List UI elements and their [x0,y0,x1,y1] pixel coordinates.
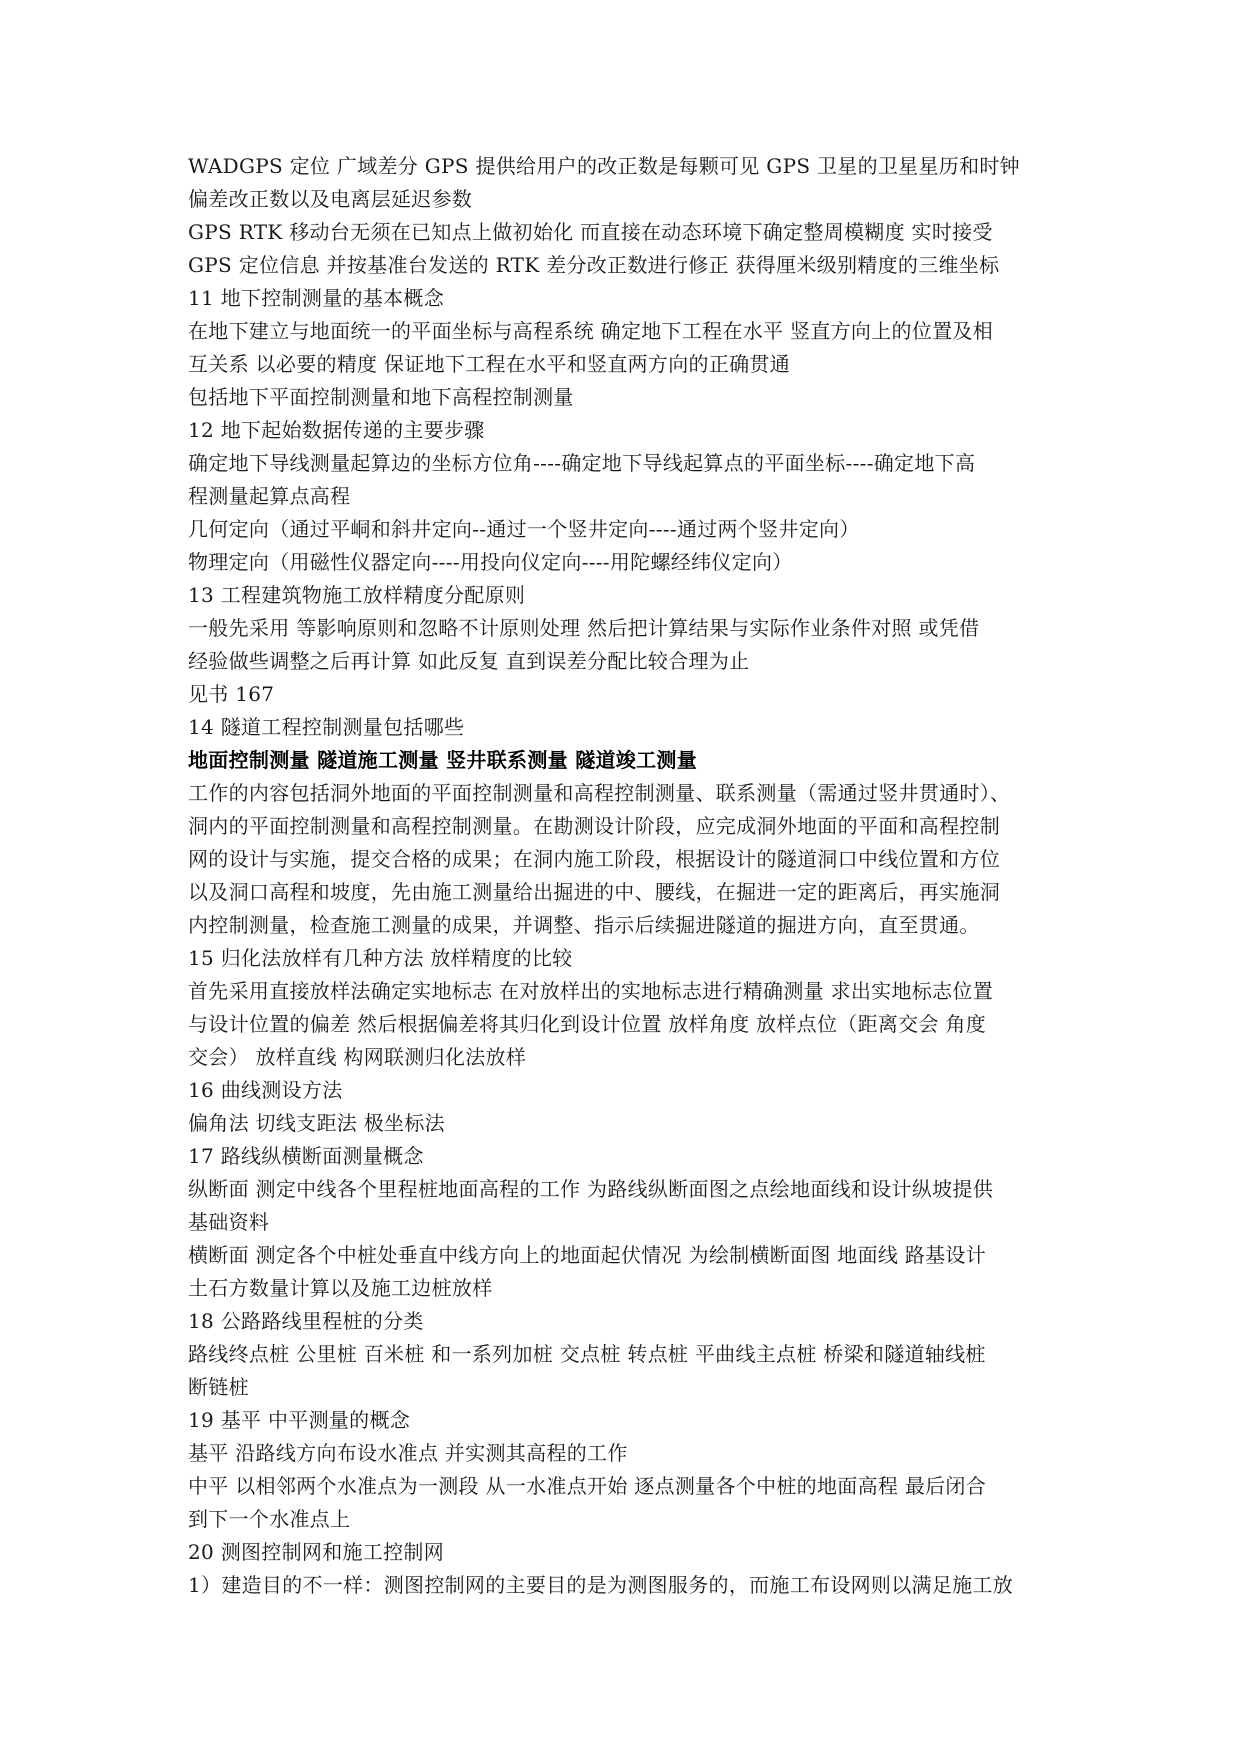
text-line: 横断面 测定各个中桩处垂直中线方向上的地面起伏情况 为绘制横断面图 地面线 路基设计 [188,1243,987,1267]
text-line: GPS RTK 移动台无须在已知点上做初始化 而直接在动态环境下确定整周模糊度 实时接受 [188,220,993,244]
section-heading: 12 地下起始数据传递的主要步骤 [188,418,485,442]
text-line: 洞内的平面控制测量和高程控制测量。在勘测设计阶段，应完成洞外地面的平面和高程控制 [188,814,1000,838]
document-body [188,150,1068,1602]
text-line: 基础资料 [188,1210,270,1234]
text-line: 在地下建立与地面统一的平面坐标与高程系统 确定地下工程在水平 竖直方向上的位置及相 [188,319,994,343]
text-line: 经验做些调整之后再计算 如此反复 直到误差分配比较合理为止 [188,649,750,673]
text-line: 网的设计与实施，提交合格的成果；在洞内施工阶段，根据设计的隧道洞口中线位置和方位 [188,847,1000,871]
text-line: 交会） 放样直线 构网联测归化法放样 [188,1045,527,1069]
text-line: 物理定向（用磁性仪器定向----用投向仪定向----用陀螺经纬仪定向） [188,550,793,574]
text-line: 与设计位置的偏差 然后根据偏差将其归化到设计位置 放样角度 放样点位（距离交会 角度 [188,1012,987,1036]
text-line: 断链桩 [188,1375,249,1399]
text-line: 见书 167 [188,682,275,706]
text-line: 首先采用直接放样法确定实地标志 在对放样出的实地标志进行精确测量 求出实地标志位置 [188,979,994,1003]
text-line: 互关系 以必要的精度 保证地下工程在水平和竖直两方向的正确贯通 [188,352,791,376]
text-line: 一般先采用 等影响原则和忽略不计原则处理 然后把计算结果与实际作业条件对照 或凭借 [188,616,980,640]
text-line: 以及洞口高程和坡度，先由施工测量给出掘进的中、腰线，在掘进一定的距离后，再实施洞 [188,880,1000,904]
section-heading: 16 曲线测设方法 [188,1078,343,1102]
section-heading: 19 基平 中平测量的概念 [188,1408,411,1432]
text-line: 纵断面 测定中线各个里程桩地面高程的工作 为路线纵断面图之点绘地面线和设计纵坡提供 [188,1177,994,1201]
text-line: WADGPS 定位 广域差分 GPS 提供给用户的改正数是每颗可见 GPS 卫星的卫星星历和时钟 [188,154,1020,178]
text-line: 基平 沿路线方向布设水准点 并实测其高程的工作 [188,1441,628,1465]
text-line: 偏角法 切线支距法 极坐标法 [188,1111,445,1135]
text-line: GPS 定位信息 并按基准台发送的 RTK 差分改正数进行修正 获得厘米级别精度的三维坐标 [188,253,1000,277]
text-line: 土石方数量计算以及施工边桩放样 [188,1276,493,1300]
text-line: 工作的内容包括洞外地面的平面控制测量和高程控制测量、联系测量（需通过竖井贯通时）、 [188,781,1011,805]
text-line: 确定地下导线测量起算边的坐标方位角----确定地下导线起算点的平面坐标----确定地下高 [188,451,976,475]
text-line: 内控制测量，检查施工测量的成果，并调整、指示后续掘进隧道的掘进方向，直至贯通。 [188,913,980,937]
section-heading: 18 公路路线里程桩的分类 [188,1309,424,1333]
section-heading: 13 工程建筑物施工放样精度分配原则 [188,583,526,607]
text-line: 偏差改正数以及电离层延迟参数 [188,187,473,211]
section-heading: 17 路线纵横断面测量概念 [188,1144,424,1168]
section-heading: 20 测图控制网和施工控制网 [188,1540,445,1564]
text-line: 中平 以相邻两个水准点为一测段 从一水准点开始 逐点测量各个中桩的地面高程 最后闭合 [188,1474,987,1498]
text-line: 几何定向（通过平峒和斜井定向--通过一个竖井定向----通过两个竖井定向） [188,517,860,541]
section-heading: 15 归化法放样有几种方法 放样精度的比较 [188,946,573,970]
text-line: 程测量起算点高程 [188,484,351,508]
section-heading: 11 地下控制测量的基本概念 [188,286,445,310]
text-line: 1）建造目的不一样：测图控制网的主要目的是为测图服务的，而施工布设网则以满足施工放 [188,1573,1014,1597]
bold-summary-line: 地面控制测量 隧道施工测量 竖井联系测量 隧道竣工测量 [188,748,697,772]
section-heading: 14 隧道工程控制测量包括哪些 [188,715,465,739]
text-line: 包括地下平面控制测量和地下高程控制测量 [188,385,574,409]
text-line: 到下一个水准点上 [188,1507,351,1531]
text-line: 路线终点桩 公里桩 百米桩 和一系列加桩 交点桩 转点桩 平曲线主点桩 桥梁和隧道轴线桩 [188,1342,986,1366]
